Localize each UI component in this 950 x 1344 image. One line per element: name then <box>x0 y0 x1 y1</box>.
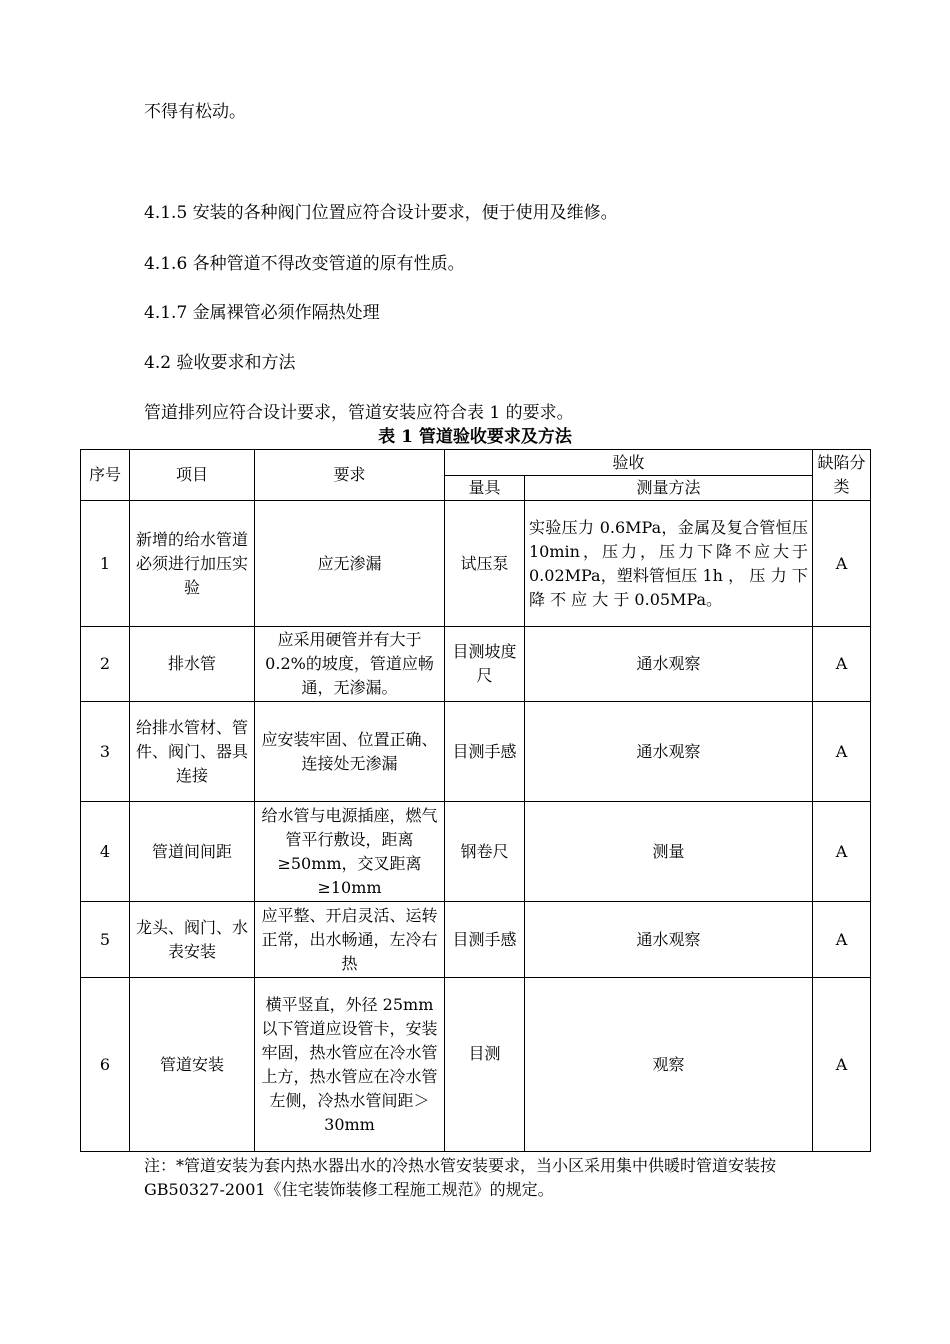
section-4-1-7: 4.1.7 金属裸管必须作隔热处理 <box>144 303 380 323</box>
header-acceptance: 验收 <box>445 450 813 476</box>
paragraph: 不得有松动。 <box>144 102 246 122</box>
cell-requirement: 应无渗漏 <box>255 501 445 627</box>
cell-requirement: 应采用硬管并有大于 0.2%的坡度，管道应畅通，无渗漏。 <box>255 627 445 702</box>
table-note: 注：*管道安装为套内热水器出水的冷热水管安装要求，当小区采用集中供暖时管道安装按 GB50327-2001《住宅装饰装修工程施工规范》的规定。 <box>144 1156 777 1199</box>
header-requirement: 要求 <box>255 450 445 501</box>
cell-requirement: 横平竖直，外径 25mm 以下管道应设管卡，安装牢固，热水管应在冷水管上方，热水管应在冷水管左侧，冷热水管间距＞30mm <box>255 978 445 1152</box>
cell-method: 测量 <box>525 802 813 902</box>
cell-seq: 6 <box>81 978 130 1152</box>
cell-tool: 目测坡度尺 <box>445 627 525 702</box>
table-row <box>81 802 871 902</box>
cell-item: 龙头、阀门、水表安装 <box>130 902 255 978</box>
cell-seq: 4 <box>81 802 130 902</box>
table-row <box>81 978 871 1152</box>
header-defect: 缺陷分类 <box>813 450 871 501</box>
cell-tool: 目测 <box>445 978 525 1152</box>
cell-item: 新增的给水管道必须进行加压实验 <box>130 501 255 627</box>
table-row <box>81 902 871 978</box>
cell-method: 通水观察 <box>525 702 813 802</box>
cell-method: 观察 <box>525 978 813 1152</box>
cell-seq: 3 <box>81 702 130 802</box>
cell-item: 给排水管材、管件、阀门、器具连接 <box>130 702 255 802</box>
section-4-1-5: 4.1.5 安装的各种阀门位置应符合设计要求，便于使用及维修。 <box>144 203 618 223</box>
cell-defect: A <box>813 802 871 902</box>
cell-item: 管道安装 <box>130 978 255 1152</box>
cell-method: 通水观察 <box>525 627 813 702</box>
section-4-1-6: 4.1.6 各种管道不得改变管道的原有性质。 <box>144 254 465 274</box>
header-seq: 序号 <box>81 450 130 501</box>
cell-item: 管道间间距 <box>130 802 255 902</box>
cell-requirement: 应安装牢固、位置正确、连接处无渗漏 <box>255 702 445 802</box>
cell-requirement: 给水管与电源插座，燃气管平行敷设，距离≥50mm，交叉距离≥10mm <box>255 802 445 902</box>
cell-seq: 5 <box>81 902 130 978</box>
cell-defect: A <box>813 702 871 802</box>
table-header-row <box>81 450 871 476</box>
cell-defect: A <box>813 978 871 1152</box>
cell-seq: 1 <box>81 501 130 627</box>
cell-requirement: 应平整、开启灵活、运转正常，出水畅通，左冷右热 <box>255 902 445 978</box>
cell-method: 通水观察 <box>525 902 813 978</box>
header-method: 测量方法 <box>525 476 813 501</box>
acceptance-table <box>80 449 871 1152</box>
cell-item: 排水管 <box>130 627 255 702</box>
header-tool: 量具 <box>445 476 525 501</box>
cell-tool: 目测手感 <box>445 902 525 978</box>
cell-tool: 钢卷尺 <box>445 802 525 902</box>
table-row <box>81 501 871 627</box>
table-intro: 管道排列应符合设计要求，管道安装应符合表 1 的要求。 <box>144 403 574 423</box>
cell-tool: 试压泵 <box>445 501 525 627</box>
cell-seq: 2 <box>81 627 130 702</box>
cell-tool: 目测手感 <box>445 702 525 802</box>
header-item: 项目 <box>130 450 255 501</box>
cell-defect: A <box>813 627 871 702</box>
section-4-2-heading: 4.2 验收要求和方法 <box>144 353 296 373</box>
cell-method: 实验压力 0.6MPa，金属及复合管恒压 10min，压力，压力下降不应大于 0.02MPa，塑料管恒压 1h ， 压 力 下 降 不 应 大 于 0.05MPa。 <box>525 501 813 627</box>
cell-defect: A <box>813 501 871 627</box>
cell-defect: A <box>813 902 871 978</box>
table-row <box>81 627 871 702</box>
table-caption: 表 1 管道验收要求及方法 <box>378 427 572 447</box>
table-row <box>81 702 871 802</box>
